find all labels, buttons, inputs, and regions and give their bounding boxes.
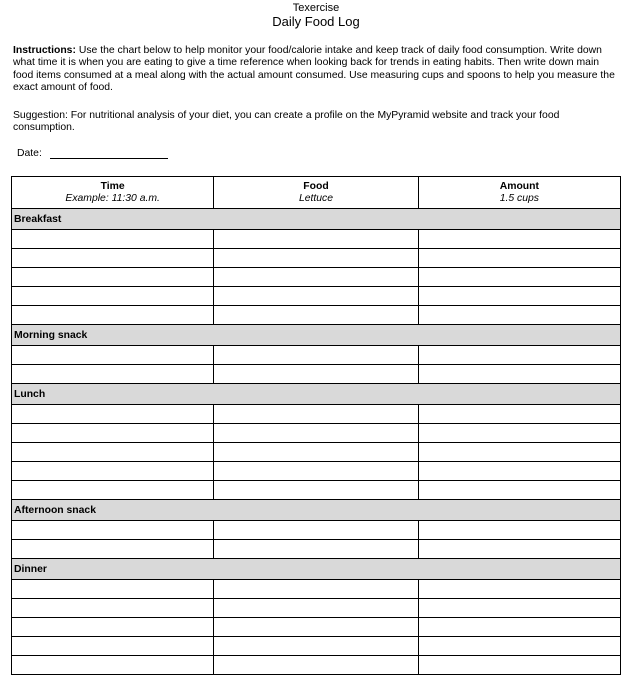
time-cell[interactable] bbox=[12, 599, 214, 618]
amount-cell[interactable] bbox=[418, 249, 620, 268]
amount-cell[interactable] bbox=[418, 481, 620, 500]
amount-cell[interactable] bbox=[418, 521, 620, 540]
amount-cell[interactable] bbox=[418, 462, 620, 481]
amount-cell[interactable] bbox=[418, 268, 620, 287]
food-log-table bbox=[11, 176, 621, 675]
table-row bbox=[12, 230, 621, 249]
amount-cell[interactable] bbox=[418, 346, 620, 365]
time-cell[interactable] bbox=[12, 443, 214, 462]
table-row bbox=[12, 637, 621, 656]
food-cell[interactable] bbox=[214, 230, 418, 249]
table-row bbox=[12, 462, 621, 481]
amount-cell[interactable] bbox=[418, 618, 620, 637]
food-cell[interactable] bbox=[214, 656, 418, 675]
amount-cell[interactable] bbox=[418, 365, 620, 384]
time-cell[interactable] bbox=[12, 580, 214, 599]
food-cell[interactable] bbox=[214, 599, 418, 618]
time-cell[interactable] bbox=[12, 637, 214, 656]
section-label: Lunch bbox=[12, 384, 621, 405]
food-cell[interactable] bbox=[214, 365, 418, 384]
header-time-example: Example: 11:30 a.m. bbox=[65, 192, 160, 204]
table-row bbox=[12, 540, 621, 559]
time-cell[interactable] bbox=[12, 521, 214, 540]
header-amount-label: Amount bbox=[499, 180, 539, 192]
food-cell[interactable] bbox=[214, 462, 418, 481]
table-row bbox=[12, 287, 621, 306]
header-amount bbox=[418, 177, 620, 209]
date-field bbox=[17, 148, 168, 159]
time-cell[interactable] bbox=[12, 656, 214, 675]
amount-cell[interactable] bbox=[418, 599, 620, 618]
food-cell[interactable] bbox=[214, 443, 418, 462]
time-cell[interactable] bbox=[12, 618, 214, 637]
food-cell[interactable] bbox=[214, 481, 418, 500]
section-label: Afternoon snack bbox=[12, 500, 621, 521]
header-amount-example: 1.5 cups bbox=[499, 192, 539, 204]
table-row bbox=[12, 306, 621, 325]
table-row bbox=[12, 249, 621, 268]
section-header-row bbox=[12, 384, 621, 405]
time-cell[interactable] bbox=[12, 424, 214, 443]
header-time bbox=[12, 177, 214, 209]
table-row bbox=[12, 656, 621, 675]
section-label: Dinner bbox=[12, 559, 621, 580]
amount-cell[interactable] bbox=[418, 656, 620, 675]
food-cell[interactable] bbox=[214, 540, 418, 559]
table-row bbox=[12, 580, 621, 599]
date-input-line[interactable] bbox=[50, 148, 168, 159]
section-header-row bbox=[12, 325, 621, 346]
table-row bbox=[12, 599, 621, 618]
food-cell[interactable] bbox=[214, 618, 418, 637]
time-cell[interactable] bbox=[12, 230, 214, 249]
amount-cell[interactable] bbox=[418, 405, 620, 424]
brand-label: Texercise bbox=[292, 2, 340, 14]
table-row bbox=[12, 365, 621, 384]
table-row bbox=[12, 443, 621, 462]
table-row bbox=[12, 268, 621, 287]
header-food bbox=[214, 177, 418, 209]
time-cell[interactable] bbox=[12, 346, 214, 365]
time-cell[interactable] bbox=[12, 540, 214, 559]
page-title: Daily Food Log bbox=[272, 14, 360, 29]
time-cell[interactable] bbox=[12, 481, 214, 500]
table-row bbox=[12, 346, 621, 365]
time-cell[interactable] bbox=[12, 268, 214, 287]
header-time-label: Time bbox=[100, 180, 125, 192]
time-cell[interactable] bbox=[12, 405, 214, 424]
food-cell[interactable] bbox=[214, 637, 418, 656]
food-cell[interactable] bbox=[214, 521, 418, 540]
food-cell[interactable] bbox=[214, 268, 418, 287]
time-cell[interactable] bbox=[12, 306, 214, 325]
food-cell[interactable] bbox=[214, 405, 418, 424]
food-cell[interactable] bbox=[214, 346, 418, 365]
food-cell[interactable] bbox=[214, 287, 418, 306]
date-label: Date: bbox=[17, 148, 42, 159]
header-food-example: Lettuce bbox=[298, 192, 334, 204]
table-row bbox=[12, 618, 621, 637]
time-cell[interactable] bbox=[12, 287, 214, 306]
amount-cell[interactable] bbox=[418, 540, 620, 559]
amount-cell[interactable] bbox=[418, 637, 620, 656]
amount-cell[interactable] bbox=[418, 230, 620, 249]
amount-cell[interactable] bbox=[418, 306, 620, 325]
suggestion-text: Suggestion: For nutritional analysis of your diet, you can create a profile on the MyPyramid website and track your food consumption. bbox=[13, 110, 560, 134]
table-header-row bbox=[12, 177, 621, 209]
table-row bbox=[12, 424, 621, 443]
instructions-label: Instructions: bbox=[13, 45, 76, 56]
amount-cell[interactable] bbox=[418, 287, 620, 306]
section-label: Morning snack bbox=[12, 325, 621, 346]
time-cell[interactable] bbox=[12, 249, 214, 268]
table-row bbox=[12, 521, 621, 540]
section-header-row bbox=[12, 559, 621, 580]
food-cell[interactable] bbox=[214, 424, 418, 443]
food-cell[interactable] bbox=[214, 306, 418, 325]
amount-cell[interactable] bbox=[418, 443, 620, 462]
amount-cell[interactable] bbox=[418, 580, 620, 599]
time-cell[interactable] bbox=[12, 365, 214, 384]
table-row bbox=[12, 481, 621, 500]
instructions bbox=[13, 45, 619, 94]
table-row bbox=[12, 405, 621, 424]
food-cell[interactable] bbox=[214, 580, 418, 599]
section-header-row bbox=[12, 209, 621, 230]
amount-cell[interactable] bbox=[418, 424, 620, 443]
time-cell[interactable] bbox=[12, 462, 214, 481]
food-cell[interactable] bbox=[214, 249, 418, 268]
instructions-text: Use the chart below to help monitor your food/calorie intake and keep track of daily food consumption. Write down what time it is when you are eating to give a time reference when looking back for trends in eating habits. Then write down main food items consumed at a meal along with the actual amount consumed. Use measuring cups and spoons to help you measure the exact amount of food. bbox=[13, 45, 615, 93]
section-label: Breakfast bbox=[12, 209, 621, 230]
section-header-row bbox=[12, 500, 621, 521]
header-food-label: Food bbox=[303, 180, 329, 192]
